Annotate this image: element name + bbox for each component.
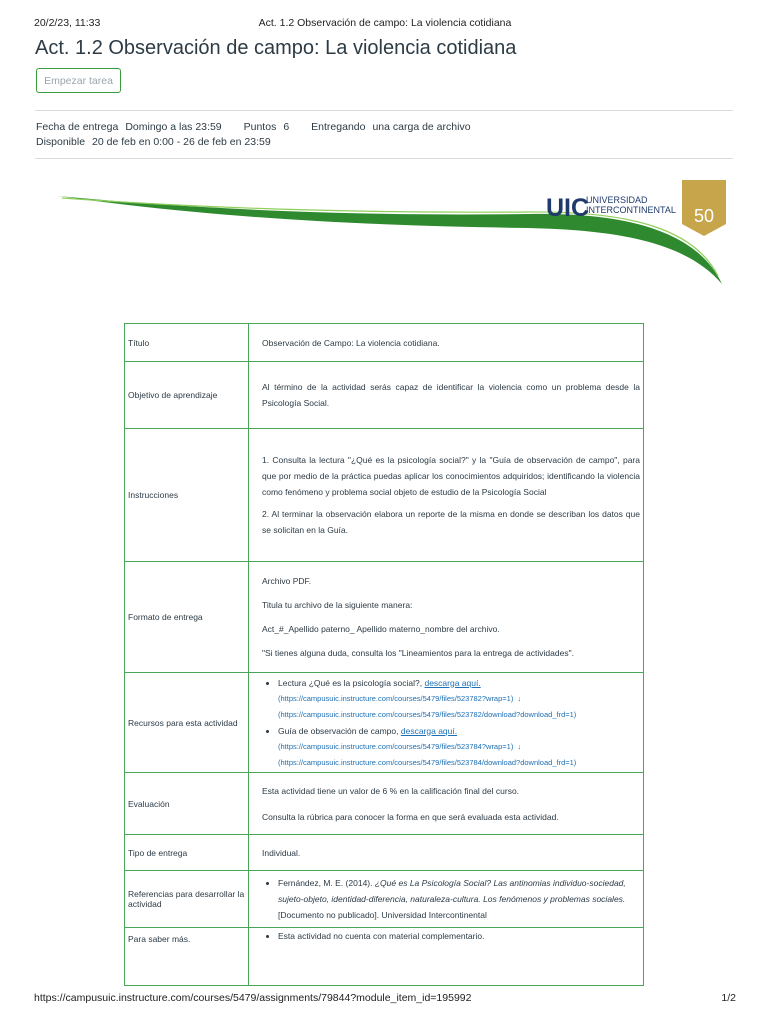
points-label: Puntos: [243, 121, 277, 133]
page-number: 1/2: [721, 992, 736, 1004]
resource-url-text: (https://campusuic.instructure.com/courses/5479/files/523782?wrap=1): [278, 693, 514, 703]
resource-download-url[interactable]: (https://campusuic.instructure.com/courses/5479/files/523782/download?download_frd=1): [278, 709, 577, 719]
university-banner: [58, 172, 730, 290]
row-label: Tipo de entrega: [125, 835, 249, 871]
table-row: [125, 773, 644, 835]
divider: [35, 110, 733, 111]
row-label: Formato de entrega: [125, 562, 249, 673]
print-date: 20/2/23, 11:33: [34, 17, 101, 29]
more-info-list: [262, 928, 640, 944]
more-info-cell: [249, 928, 644, 986]
resources-list: [262, 675, 640, 771]
table-row: [125, 835, 644, 871]
format-line: Archivo PDF.: [262, 576, 312, 586]
resource-title: Guía de observación de campo,: [278, 725, 401, 736]
evaluation-line: Esta actividad tiene un valor de 6 % en la calificación final del curso.: [262, 785, 520, 796]
assignment-details-row: [36, 121, 471, 133]
due-label: Fecha de entrega: [36, 121, 119, 133]
download-link[interactable]: descarga aquí.: [424, 677, 481, 688]
table-row: [125, 673, 644, 773]
evaluation-cell: [249, 773, 644, 835]
row-label: Evaluación: [125, 773, 249, 835]
resource-url: [278, 691, 640, 707]
table-row: [125, 928, 644, 986]
submitting-value: una carga de archivo: [372, 121, 471, 133]
row-label: Instrucciones: [125, 429, 249, 562]
instruction-item: 1. Consulta la lectura "¿Qué es la psicología social?" y la "Guía de observación de campo", para que por medio de la práctica puedas aplicar los conocimientos adquiridos; identificando la violencia como fenómeno y problema social objeto de estudio de la Psicología Social: [262, 455, 640, 497]
resource-title: Lectura ¿Qué es la psicología social?,: [278, 677, 425, 688]
list-item: [278, 723, 640, 771]
row-label: Recursos para esta actividad: [125, 673, 249, 773]
list-item: [278, 675, 640, 723]
table-row: [125, 324, 644, 362]
available-label: Disponible: [36, 136, 86, 148]
list-item: • Esta actividad no cuenta con material complementario.: [278, 928, 640, 944]
university-line2: INTERCONTINENTAL: [586, 205, 676, 215]
points-value: 6: [283, 121, 290, 133]
reference-title: ¿Qué es La Psicología Social? Las antinomias individuo-sociedad, sujeto-objeto, identidad-diferencia, naturaleza-cultura. Los fenómenos y problemas sociales.: [278, 878, 626, 904]
uic-logo-text: UIC: [546, 194, 590, 222]
badge-number: 50: [693, 206, 715, 226]
submitting-label: Entregando: [311, 121, 366, 133]
format-line: Act_#_Apellido paterno_ Apellido materno_nombre del archivo.: [262, 624, 500, 634]
resource-url-text: (https://campusuic.instructure.com/courses/5479/files/523784?wrap=1): [278, 741, 514, 751]
divider: [35, 158, 733, 159]
due-value: Domingo a las 23:59: [125, 121, 222, 133]
row-label: Referencias para desarrollar la actividad: [125, 871, 249, 928]
resource-url: [278, 739, 640, 755]
download-icon[interactable]: ↓: [517, 741, 522, 751]
row-value: Individual.: [249, 835, 644, 871]
row-value: Observación de Campo: La violencia cotidiana.: [249, 324, 644, 362]
format-line: Titula tu archivo de la siguiente manera:: [262, 600, 413, 610]
download-icon[interactable]: ↓: [517, 693, 522, 703]
row-label: Objetivo de aprendizaje: [125, 362, 249, 429]
table-row: [125, 562, 644, 673]
format-line: "Si tienes alguna duda, consulta los "Lineamientos para la entrega de actividades".: [262, 648, 574, 658]
references-cell: [249, 871, 644, 928]
instruction-item: 2. Al terminar la observación elabora un reporte de la misma en donde se describan los datos que se solicitan en la Guía.: [262, 509, 640, 535]
page-title: Act. 1.2 Observación de campo: La violencia cotidiana: [35, 37, 517, 59]
table-row: [125, 871, 644, 928]
banner-graphic: [58, 172, 730, 290]
table-row: [125, 429, 644, 562]
page-url: https://campusuic.instructure.com/courses/5479/assignments/79844?module_item_id=195992: [34, 992, 472, 1004]
start-assignment-button[interactable]: Empezar tarea: [36, 68, 121, 93]
row-value: Al término de la actividad serás capaz de identificar la violencia como un problema desde la Psicología Social.: [249, 362, 644, 429]
download-link[interactable]: descarga aquí.: [400, 725, 458, 736]
format-cell: [249, 562, 644, 673]
list-item: [278, 875, 640, 923]
availability-row: [36, 136, 271, 148]
resource-download-url[interactable]: (https://campusuic.instructure.com/courses/5479/files/523784/download?download_frd=1): [278, 757, 577, 767]
row-label: Para saber más.: [125, 928, 249, 986]
assignment-content-table: [124, 323, 644, 986]
row-label: Título: [125, 324, 249, 362]
table-row: [125, 362, 644, 429]
university-line1: UNIVERSIDAD: [586, 195, 648, 205]
reference-source: [Documento no publicado]. Universidad Intercontinental: [278, 910, 487, 920]
instructions-cell: [249, 429, 644, 562]
print-title: Act. 1.2 Observación de campo: La violencia cotidiana: [258, 17, 512, 29]
evaluation-line: Consulta la rúbrica para conocer la forma en que será evaluada esta actividad.: [262, 811, 559, 822]
available-value: 20 de feb en 0:00 - 26 de feb en 23:59: [92, 136, 271, 148]
reference-author: Fernández, M. E. (2014).: [278, 878, 375, 888]
resources-cell: [249, 673, 644, 773]
references-list: [262, 875, 640, 923]
